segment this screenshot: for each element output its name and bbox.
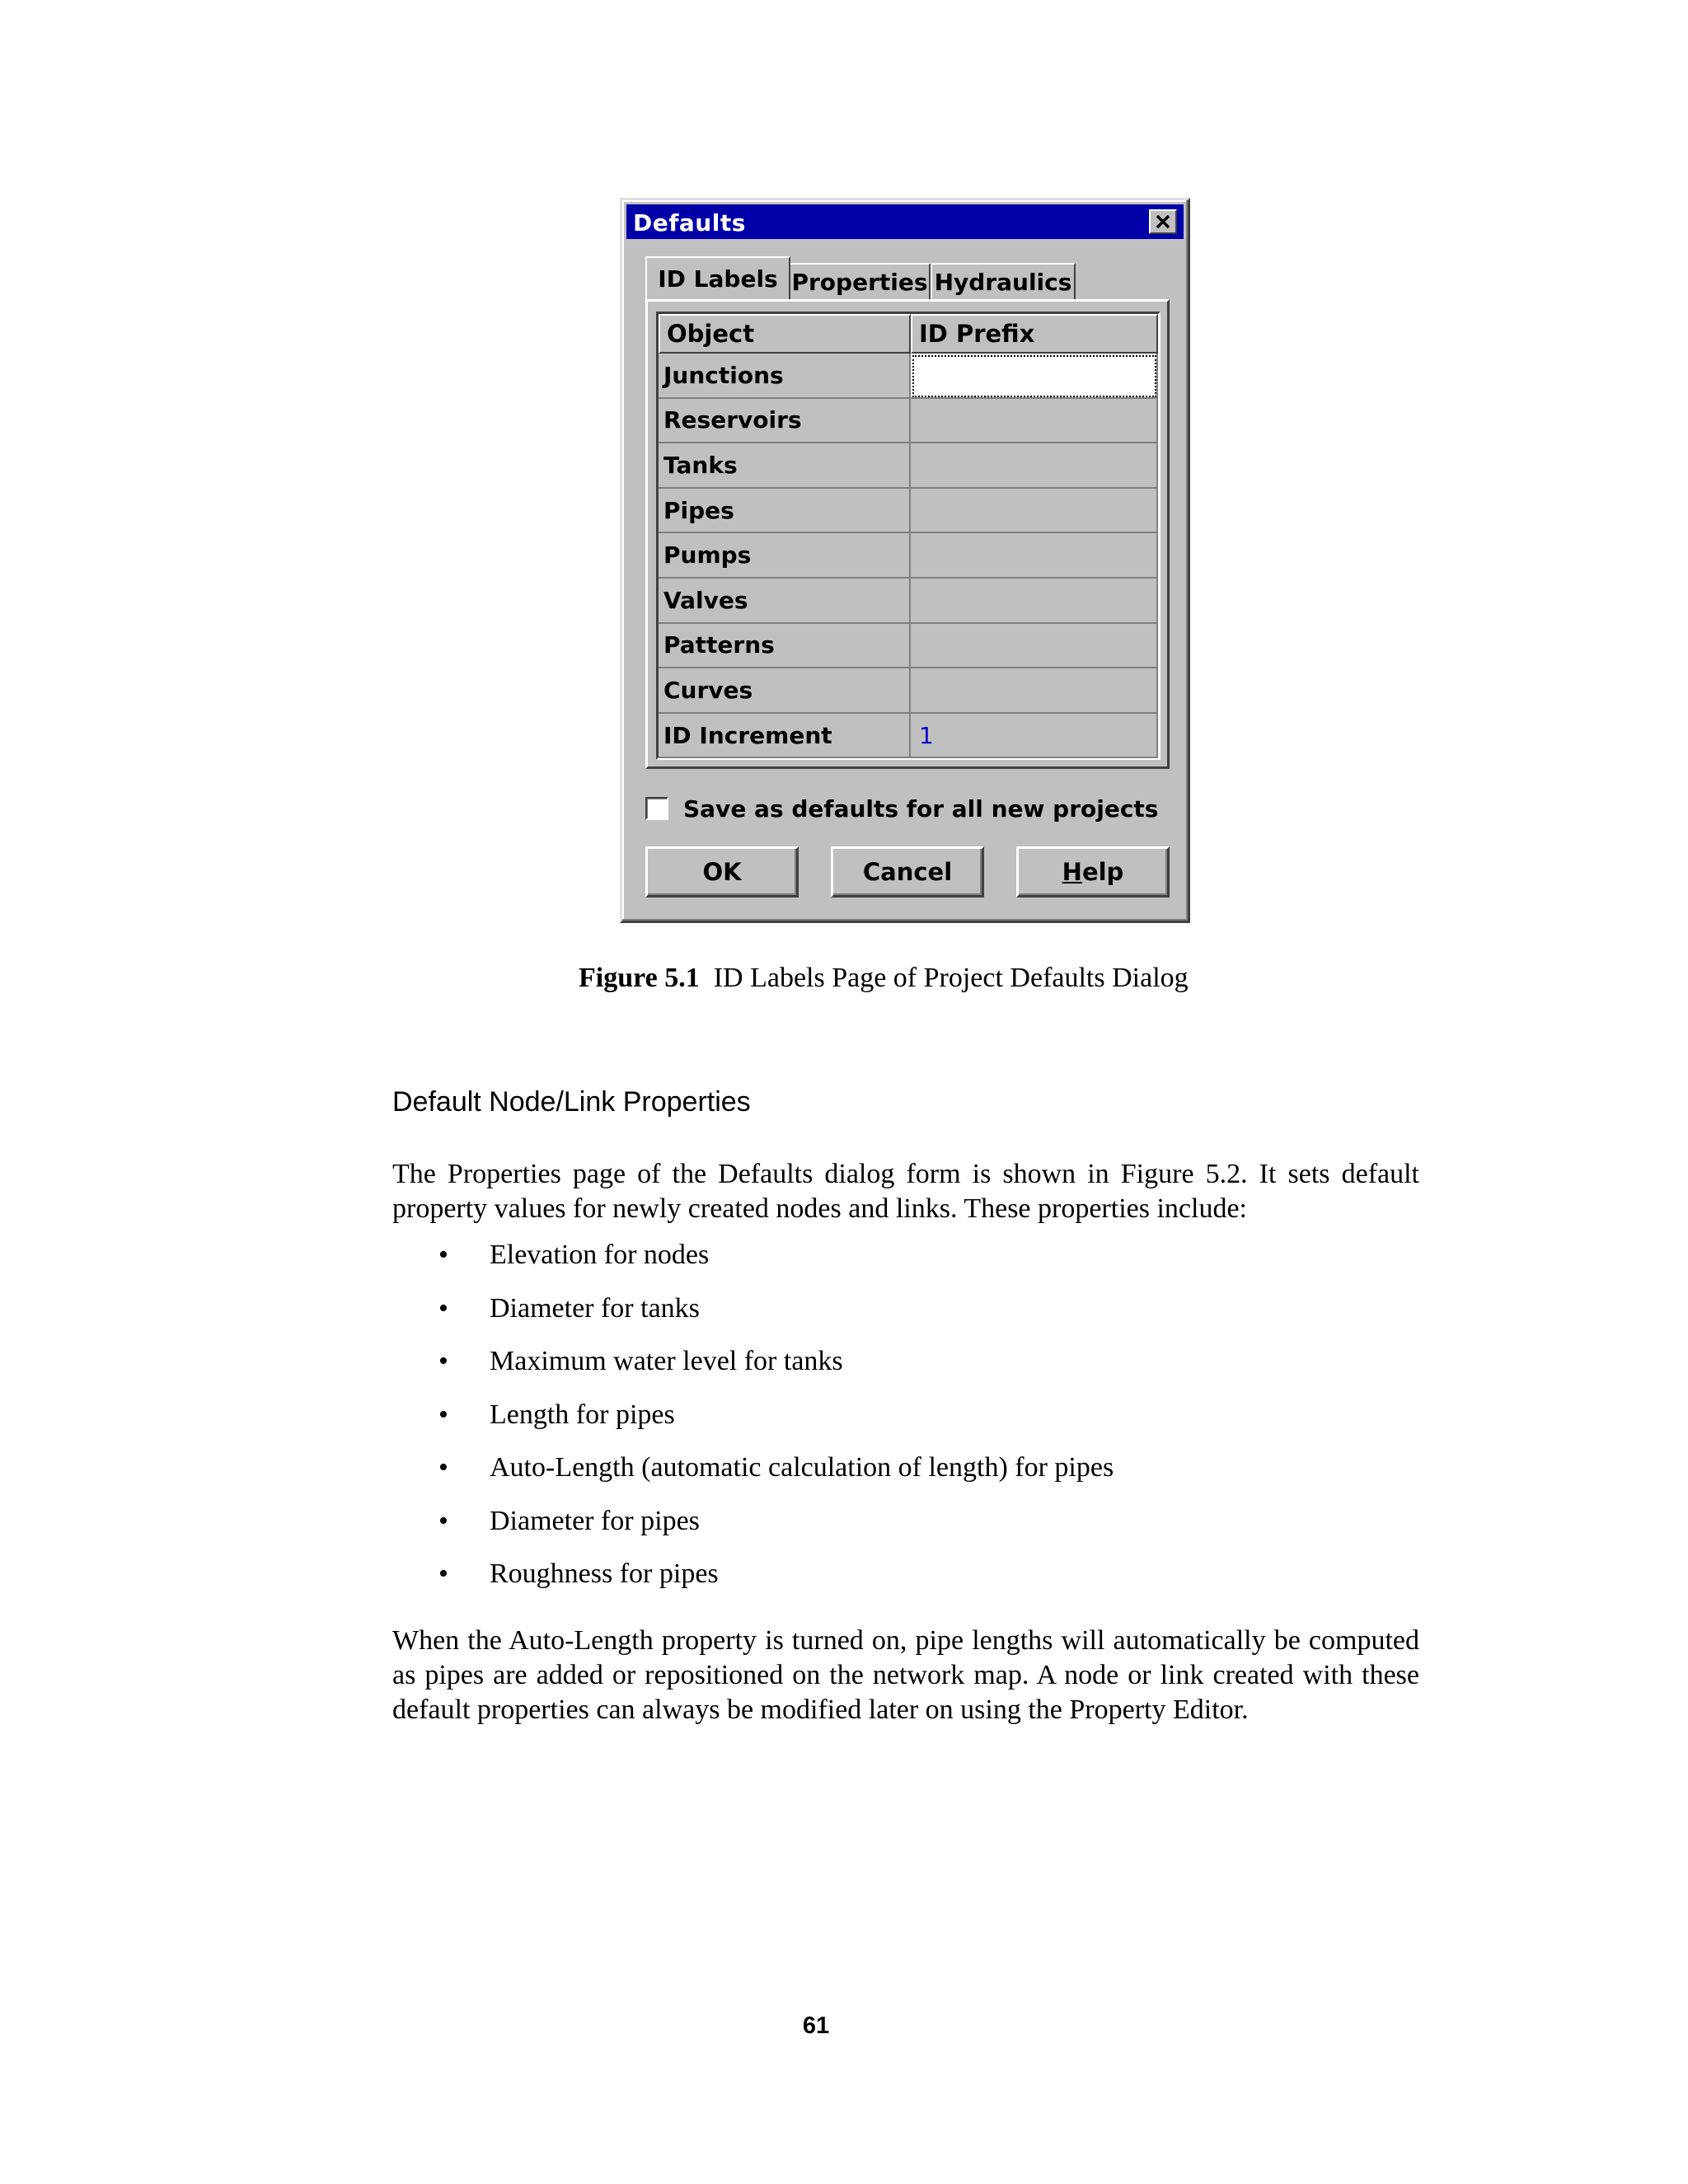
save-defaults-option[interactable] <box>645 792 1158 825</box>
bullet-icon: • <box>438 1399 448 1430</box>
cancel-button[interactable]: Cancel <box>831 846 984 898</box>
help-accelerator-letter: H <box>1062 858 1082 886</box>
close-button[interactable] <box>1149 209 1177 234</box>
dialog-title: Defaults <box>633 209 746 237</box>
grid-row-valves <box>659 579 1158 624</box>
figure-label: Figure 5.1 <box>579 963 700 993</box>
list-item-text: Maximum water level for tanks <box>490 1346 843 1376</box>
help-button[interactable] <box>1016 846 1170 898</box>
bullet-icon: • <box>438 1346 448 1376</box>
prefix-input-reservoirs[interactable] <box>911 399 1158 444</box>
id-prefix-grid <box>656 312 1160 760</box>
grid-row-curves <box>659 668 1158 714</box>
dialog-titlebar[interactable] <box>626 204 1184 239</box>
save-defaults-label: Save as defaults for all new projects <box>683 794 1159 823</box>
prefix-input-pumps[interactable] <box>911 533 1158 579</box>
tab-hydraulics[interactable]: Hydraulics <box>931 263 1076 299</box>
bullet-icon: • <box>438 1452 448 1483</box>
list-item-text: Diameter for pipes <box>490 1505 700 1536</box>
row-label: Curves <box>659 668 911 714</box>
bullet-icon: • <box>438 1292 448 1324</box>
grid-header <box>659 314 1158 354</box>
grid-row-patterns <box>659 624 1158 669</box>
row-label: Junctions <box>659 354 911 399</box>
prefix-input-patterns[interactable] <box>911 624 1158 669</box>
id-labels-panel <box>645 299 1170 769</box>
list-item <box>392 1504 1419 1558</box>
list-item-text: Diameter for tanks <box>490 1292 700 1324</box>
row-label: Patterns <box>659 624 911 669</box>
grid-row-pipes <box>659 489 1158 534</box>
list-item <box>392 1291 1419 1345</box>
prefix-input-junctions[interactable] <box>911 354 1158 399</box>
list-item <box>392 1398 1419 1451</box>
grid-row-junctions <box>659 354 1158 399</box>
prefix-input-pipes[interactable] <box>911 489 1158 534</box>
ok-button[interactable]: OK <box>645 846 799 898</box>
column-header-object[interactable]: Object <box>659 314 911 354</box>
row-label: Tanks <box>659 443 911 489</box>
closing-paragraph: When the Auto-Length property is turned on, pipe lengths will automatically be computed as pipes are added or repositioned on the network map. A node or link created with these default properties can always be modified later on using the Property Editor. <box>392 1625 1419 1725</box>
list-item-text: Auto-Length (automatic calculation of length) for pipes <box>490 1452 1114 1483</box>
grid-row-tanks <box>659 443 1158 489</box>
help-label-rest: elp <box>1081 858 1124 886</box>
row-label: ID Increment <box>659 714 911 759</box>
row-label: Pipes <box>659 489 911 534</box>
close-icon <box>1155 214 1171 229</box>
row-label: Pumps <box>659 533 911 579</box>
intro-paragraph: The Properties page of the Defaults dialog form is shown in Figure 5.2. It sets default property values for newly created nodes and links. These properties include: <box>392 1159 1419 1224</box>
list-item-text: Elevation for nodes <box>490 1240 710 1270</box>
id-increment-input[interactable]: 1 <box>911 714 1158 759</box>
list-item <box>392 1344 1419 1398</box>
list-item-text: Roughness for pipes <box>490 1558 719 1589</box>
prefix-input-valves[interactable] <box>911 579 1158 624</box>
row-label: Reservoirs <box>659 399 911 444</box>
list-item <box>392 1557 1419 1610</box>
figure-caption-text: ID Labels Page of Project Defaults Dialog <box>713 963 1189 993</box>
defaults-dialog <box>620 198 1190 923</box>
grid-body <box>659 354 1158 758</box>
grid-row-pumps <box>659 533 1158 579</box>
prefix-input-curves[interactable] <box>911 668 1158 714</box>
page-number: 61 <box>802 2013 830 2039</box>
bullet-icon: • <box>438 1240 448 1270</box>
list-item <box>392 1238 1419 1291</box>
list-item <box>392 1451 1419 1504</box>
tab-properties[interactable]: Properties <box>789 263 931 299</box>
figure-caption <box>579 963 1189 994</box>
prefix-input-tanks[interactable] <box>911 443 1158 489</box>
grid-row-id-increment <box>659 714 1158 759</box>
list-item-text: Length for pipes <box>490 1399 675 1430</box>
bullet-icon: • <box>438 1558 448 1589</box>
bullet-icon: • <box>438 1505 448 1536</box>
tab-id-labels[interactable]: ID Labels <box>645 256 790 299</box>
grid-row-reservoirs <box>659 399 1158 444</box>
section-heading: Default Node/Link Properties <box>392 1086 751 1118</box>
row-label: Valves <box>659 579 911 624</box>
property-list <box>392 1238 1419 1610</box>
column-header-id-prefix[interactable]: ID Prefix <box>911 314 1158 354</box>
save-defaults-checkbox[interactable] <box>645 797 668 820</box>
